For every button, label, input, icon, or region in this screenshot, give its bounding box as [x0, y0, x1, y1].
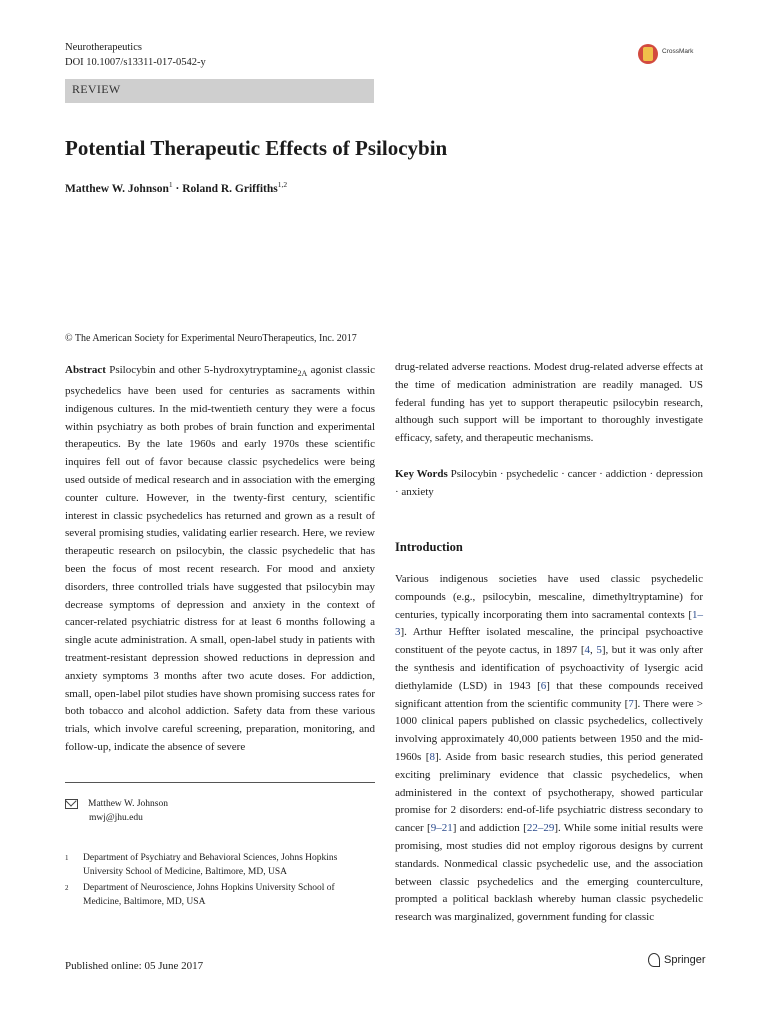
author-2-affiliation: 1,2: [277, 180, 288, 189]
intro-text: ]. Arthur Heffter isolated mescaline, the principal psychoactive constituent of the peyote cactus, in 1897 [: [395, 626, 703, 657]
author-1[interactable]: Matthew W. Johnson: [65, 182, 169, 195]
abstract-label: Abstract: [65, 364, 106, 376]
crossmark-badge[interactable]: [638, 42, 718, 66]
intro-text: ,: [590, 644, 597, 657]
citation-link[interactable]: 5: [596, 644, 602, 657]
abstract-continuation: drug-related adverse reactions. Modest drug-related adverse effects at the time of medication administration are readily managed. US federal funding has yet to support therapeutic psilocybin research, although such support will be important to thoroughly investigate efficacy, safety, and therapeutic mechanisms.: [395, 361, 703, 445]
publisher-logo: [648, 953, 706, 967]
citation-link[interactable]: 22–29: [526, 822, 555, 835]
doi[interactable]: DOI 10.1007/s13311-017-0542-y: [65, 57, 206, 68]
citation-link[interactable]: 4: [584, 644, 591, 657]
footnote-divider: [65, 782, 375, 783]
author-list: [65, 180, 287, 195]
affiliation-2: [65, 882, 375, 909]
affiliation-text: Department of Neuroscience, Johns Hopkins University School of Medicine, Baltimore, MD, USA: [83, 883, 335, 907]
intro-text: ]. There were > 1000 clinical papers published on classic psychedelics, collectively involving approximately 40,000 patients between 1950 and the mid-1960s [: [395, 697, 703, 763]
citation-link[interactable]: 1–3: [395, 608, 703, 639]
abstract: [65, 362, 375, 757]
abstract-text-2: agonist classic psychedelics have been used for centuries as sacraments within indigenous cultures. In the mid-twentieth century they were a focus within psychiatry as both probes of brain function and experimental therapeutics. By the late 1960s and early 1970s these scientific inquires fell out of favor because classic psychedelics were being used outside of medical research and in association with the emerging counter culture. However, in the twenty-first century, scientific interest in classic psychedelics has returned and grown as a result of several promising studies, validating earlier research. Here, we review therapeutic research on psilocybin, the classic psychedelic that has been the focus of most recent research. For mood and anxiety disorders, three controlled trials have suggested that psilocybin may decrease symptoms of depression and anxiety in the context of cancer-related psychiatric distress for at least 6 months following a single acute administration. A small, open-label study in patients with treatment-resistant depression showed reductions in depression and anxiety symptoms 3 months after two acute doses. For addiction, small, open-label pilot studies have shown promising success rates for both tobacco and alcohol addiction. Safety data from these various trials, which involve careful screening, preparation, monitoring, and follow-up, indicate the absence of severe: [65, 364, 375, 753]
envelope-icon: [65, 799, 78, 809]
abstract-subscript: 2A: [297, 369, 308, 379]
intro-text: ] that these compounds received significant attention from the scientific community [: [395, 679, 703, 710]
citation-link[interactable]: 6: [540, 679, 547, 692]
article-title: Potential Therapeutic Effects of Psilocybin: [65, 136, 448, 160]
author-1-affiliation: 1: [168, 180, 173, 189]
keywords: [395, 466, 703, 502]
copyright-notice: © The American Society for Experimental NeuroTherapeutics, Inc. 2017: [65, 333, 357, 344]
published-date: Published online: 05 June 2017: [65, 960, 204, 972]
affiliation-number: 2: [65, 884, 69, 892]
springer-horse-icon: [648, 953, 660, 967]
intro-text: ]. While some initial results were promising, most studies did not employ rigorous designs by current standards. Nonmedical classic psychedelic use, and the association between classic psychedelics and the emerging counterculture, prompted a political backlash whereby human classic psychedelic research was marginalized, government funding for classic: [395, 822, 703, 924]
citation-link[interactable]: 7: [628, 697, 634, 710]
affiliation-text: Department of Psychiatry and Behavioral Sciences, Johns Hopkins University School of Medicine, Baltimore, MD, USA: [83, 853, 338, 877]
crossmark-icon: [638, 44, 658, 64]
corresponding-name: Matthew W. Johnson: [88, 799, 168, 809]
author-2[interactable]: Roland R. Griffiths: [182, 182, 278, 195]
intro-text: ]. Aside from basic research studies, this period generated exciting preliminary evidence that classic psychedelics, when administered in the context of psychotherapy, showed particular promise for 2 disorders: end-of-life psychiatric distress secondary to cancer [: [395, 750, 703, 835]
corresponding-author: [65, 797, 168, 825]
author-separator: ·: [172, 182, 183, 195]
intro-text: Various indigenous societies have used classic psychedelic compounds (e.g., psilocybin, mescaline, dimethyltryptamine) for centuries, typically incorporating them into sacramental contexts [: [395, 573, 703, 621]
intro-text: ], but it was only after the synthesis and identification of psychoactivity of lysergic acid diethylamide (LSD) in 1943 [: [395, 644, 703, 692]
citation-link[interactable]: 9–21: [430, 822, 453, 835]
introduction-body: [395, 571, 703, 927]
intro-text: ] and addiction [: [452, 822, 527, 835]
keywords-label: Key Words: [395, 467, 448, 480]
category-banner: [65, 79, 374, 103]
affiliation-1: [65, 852, 375, 879]
journal-name: Neurotherapeutics: [65, 42, 142, 53]
citation-link[interactable]: 8: [429, 750, 435, 763]
corresponding-email[interactable]: mwj@jhu.edu: [89, 813, 143, 823]
keywords-text: Psilocybin · psychedelic · cancer · addiction · depression · anxiety: [395, 467, 703, 498]
publisher-name: Springer: [664, 953, 706, 966]
right-column-top: [395, 359, 703, 502]
introduction-heading: Introduction: [395, 540, 463, 554]
crossmark-label: CrossMark: [662, 48, 694, 55]
journal-info: [65, 40, 206, 70]
affiliation-number: 1: [65, 854, 69, 862]
abstract-text-1: Psilocybin and other 5-hydroxytryptamine: [105, 364, 298, 376]
category-label: REVIEW: [72, 82, 121, 96]
